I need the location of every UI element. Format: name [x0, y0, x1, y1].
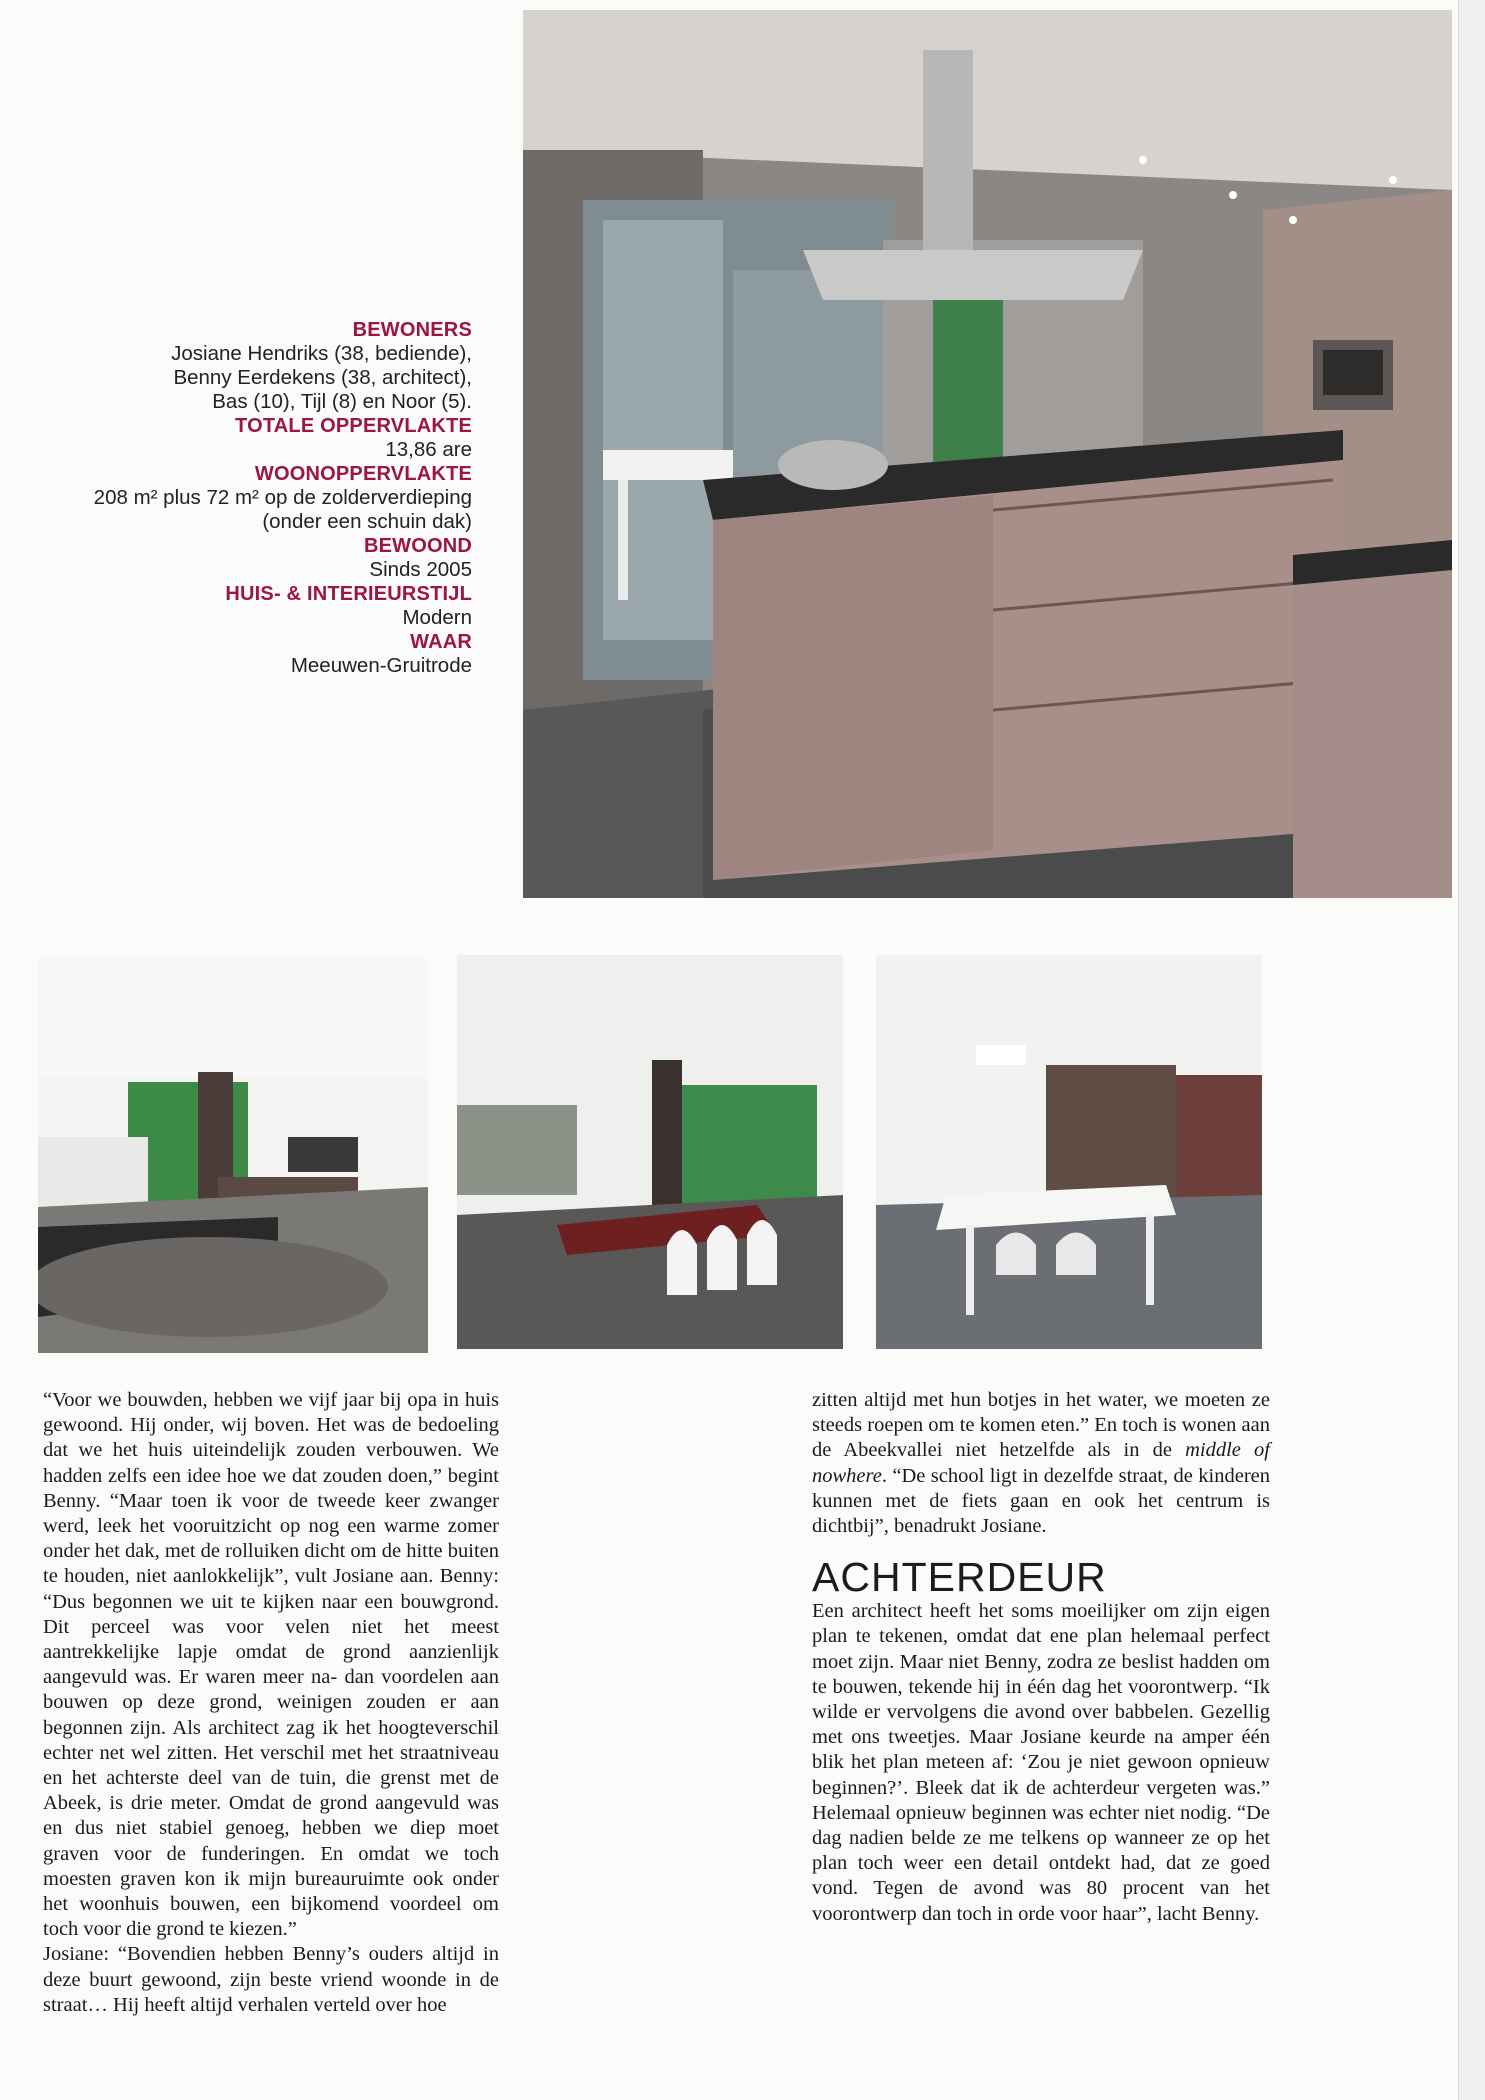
- fact-value: Modern: [402, 606, 472, 629]
- article-paragraph: “Voor we bouwden, hebben we vijf jaar bij opa in huis gewoond. Hij onder, wij boven. Het was de bedoeling dat we het huis uiteindelijk zouden verbouwen. We hadden zelfs een idee hoe we dat zouden doen,” begint Benny. “Maar toen ik voor de tweede keer zwanger werd, leek het vooruitzicht op nog een warme zomer onder het dak, met de rolluiken dicht om de hitte buiten te houden, niet aanlokkelijk”, vult Josiane aan. Benny: “Dus begonnen we uit te kijken naar een bouwgrond. Dit perceel was voor velen niet het meest aantrekkelijke lapje omdat de grond aanzienlijk aangevuld was. Er waren meer na- dan voordelen aan bouwen op deze grond, weinigen zouden er aan begonnen zijn. Als architect zag ik het hoogteverschil echter net wel zitten. Het verschil met het straatniveau en het achterste deel van de tuin, die grenst met de Abeek, is drie meter. Omdat de grond aangevuld was en dus niet stabiel genoeg, hebben we diep moet graven voor de funderingen. En omdat we toch moesten graven kon ik mijn bureauruimte ook onder het woonhuis bouwen, een bijkomend voordeel om toch voor die grond te kiezen.”: [43, 1389, 499, 1941]
- dining-kitchen-photo: [876, 955, 1262, 1349]
- fact-value: Meeuwen-Gruitrode: [290, 654, 472, 677]
- fact-value: Sinds 2005: [369, 558, 472, 581]
- living-room-photo: [38, 957, 428, 1353]
- article-paragraph: Josiane: “Bovendien hebben Benny’s ouders altijd in deze buurt gewoond, zijn beste vriend woonde in de straat… Hij heeft altijd verhalen verteld over hoe: [43, 1943, 499, 2016]
- fact-value: 13,86 are: [385, 438, 472, 461]
- fact-label: BEWOOND: [363, 535, 472, 557]
- fact-value: Josiane Hendriks (38, bediende), Benny Eerdekens (38, architect), Bas (10), Tijl (8) en Noor (5).: [171, 342, 472, 413]
- article-column-left: [43, 1388, 499, 2088]
- fact-label: BEWONERS: [352, 319, 472, 341]
- intro-emphasis: middle of nowhere: [812, 1439, 1270, 1487]
- scan-edge: [1458, 0, 1485, 2100]
- fact-label: HUIS- & INTERIEURSTIJL: [225, 583, 472, 605]
- fact-label: WOONOPPERVLAKTE: [254, 463, 472, 485]
- fact-label: TOTALE OPPERVLAKTE: [235, 415, 472, 437]
- house-facts: [20, 318, 472, 678]
- fact-label: WAAR: [410, 631, 472, 653]
- article-column-right: [812, 1388, 1270, 1927]
- intro-text-1: zitten altijd met hun botjes in het water, we moeten ze steeds roepen om te komen eten.” En toch is wonen aan de Abeekvallei niet hetzelfde als in de: [812, 1389, 1270, 1462]
- dining-room-photo: [457, 955, 843, 1349]
- section-heading: ACHTERDEUR: [812, 1554, 1107, 1601]
- article-paragraph: Een architect heeft het soms moeilijker om zijn eigen plan te tekenen, omdat dat ene plan helemaal perfect moet zijn. Maar niet Benny, zodra ze beslist hadden om te bouwen, tekende hij in één dag het voorontwerp. “Ik wilde er vervolgens die avond over babbelen. Gezellig met ons tweetjes. Maar Josiane keurde na amper één blik het plan meteen af: ‘Zou je niet gewoon opnieuw beginnen?’. Bleek dat ik de achterdeur vergeten was.” Helemaal opnieuw beginnen was echter niet nodig. “De dag nadien belde ze me telkens op wanneer ze op het plan toch weer een detail ontdekt had, dat ze goed vond. Tegen de avond was 80 procent van het voorontwerp dan toch in orde voor haar”, lacht Benny.: [812, 1600, 1270, 1925]
- fact-value: 208 m² plus 72 m² op de zolderverdieping (onder een schuin dak): [93, 486, 472, 533]
- article-paragraph: [812, 1388, 1270, 1539]
- intro-text-2: . “De school ligt in dezelfde straat, de kinderen kunnen met de fiets gaan en ook het centrum is dichtbij”, benadrukt Josiane.: [812, 1464, 1270, 1538]
- kitchen-photo: [523, 10, 1452, 898]
